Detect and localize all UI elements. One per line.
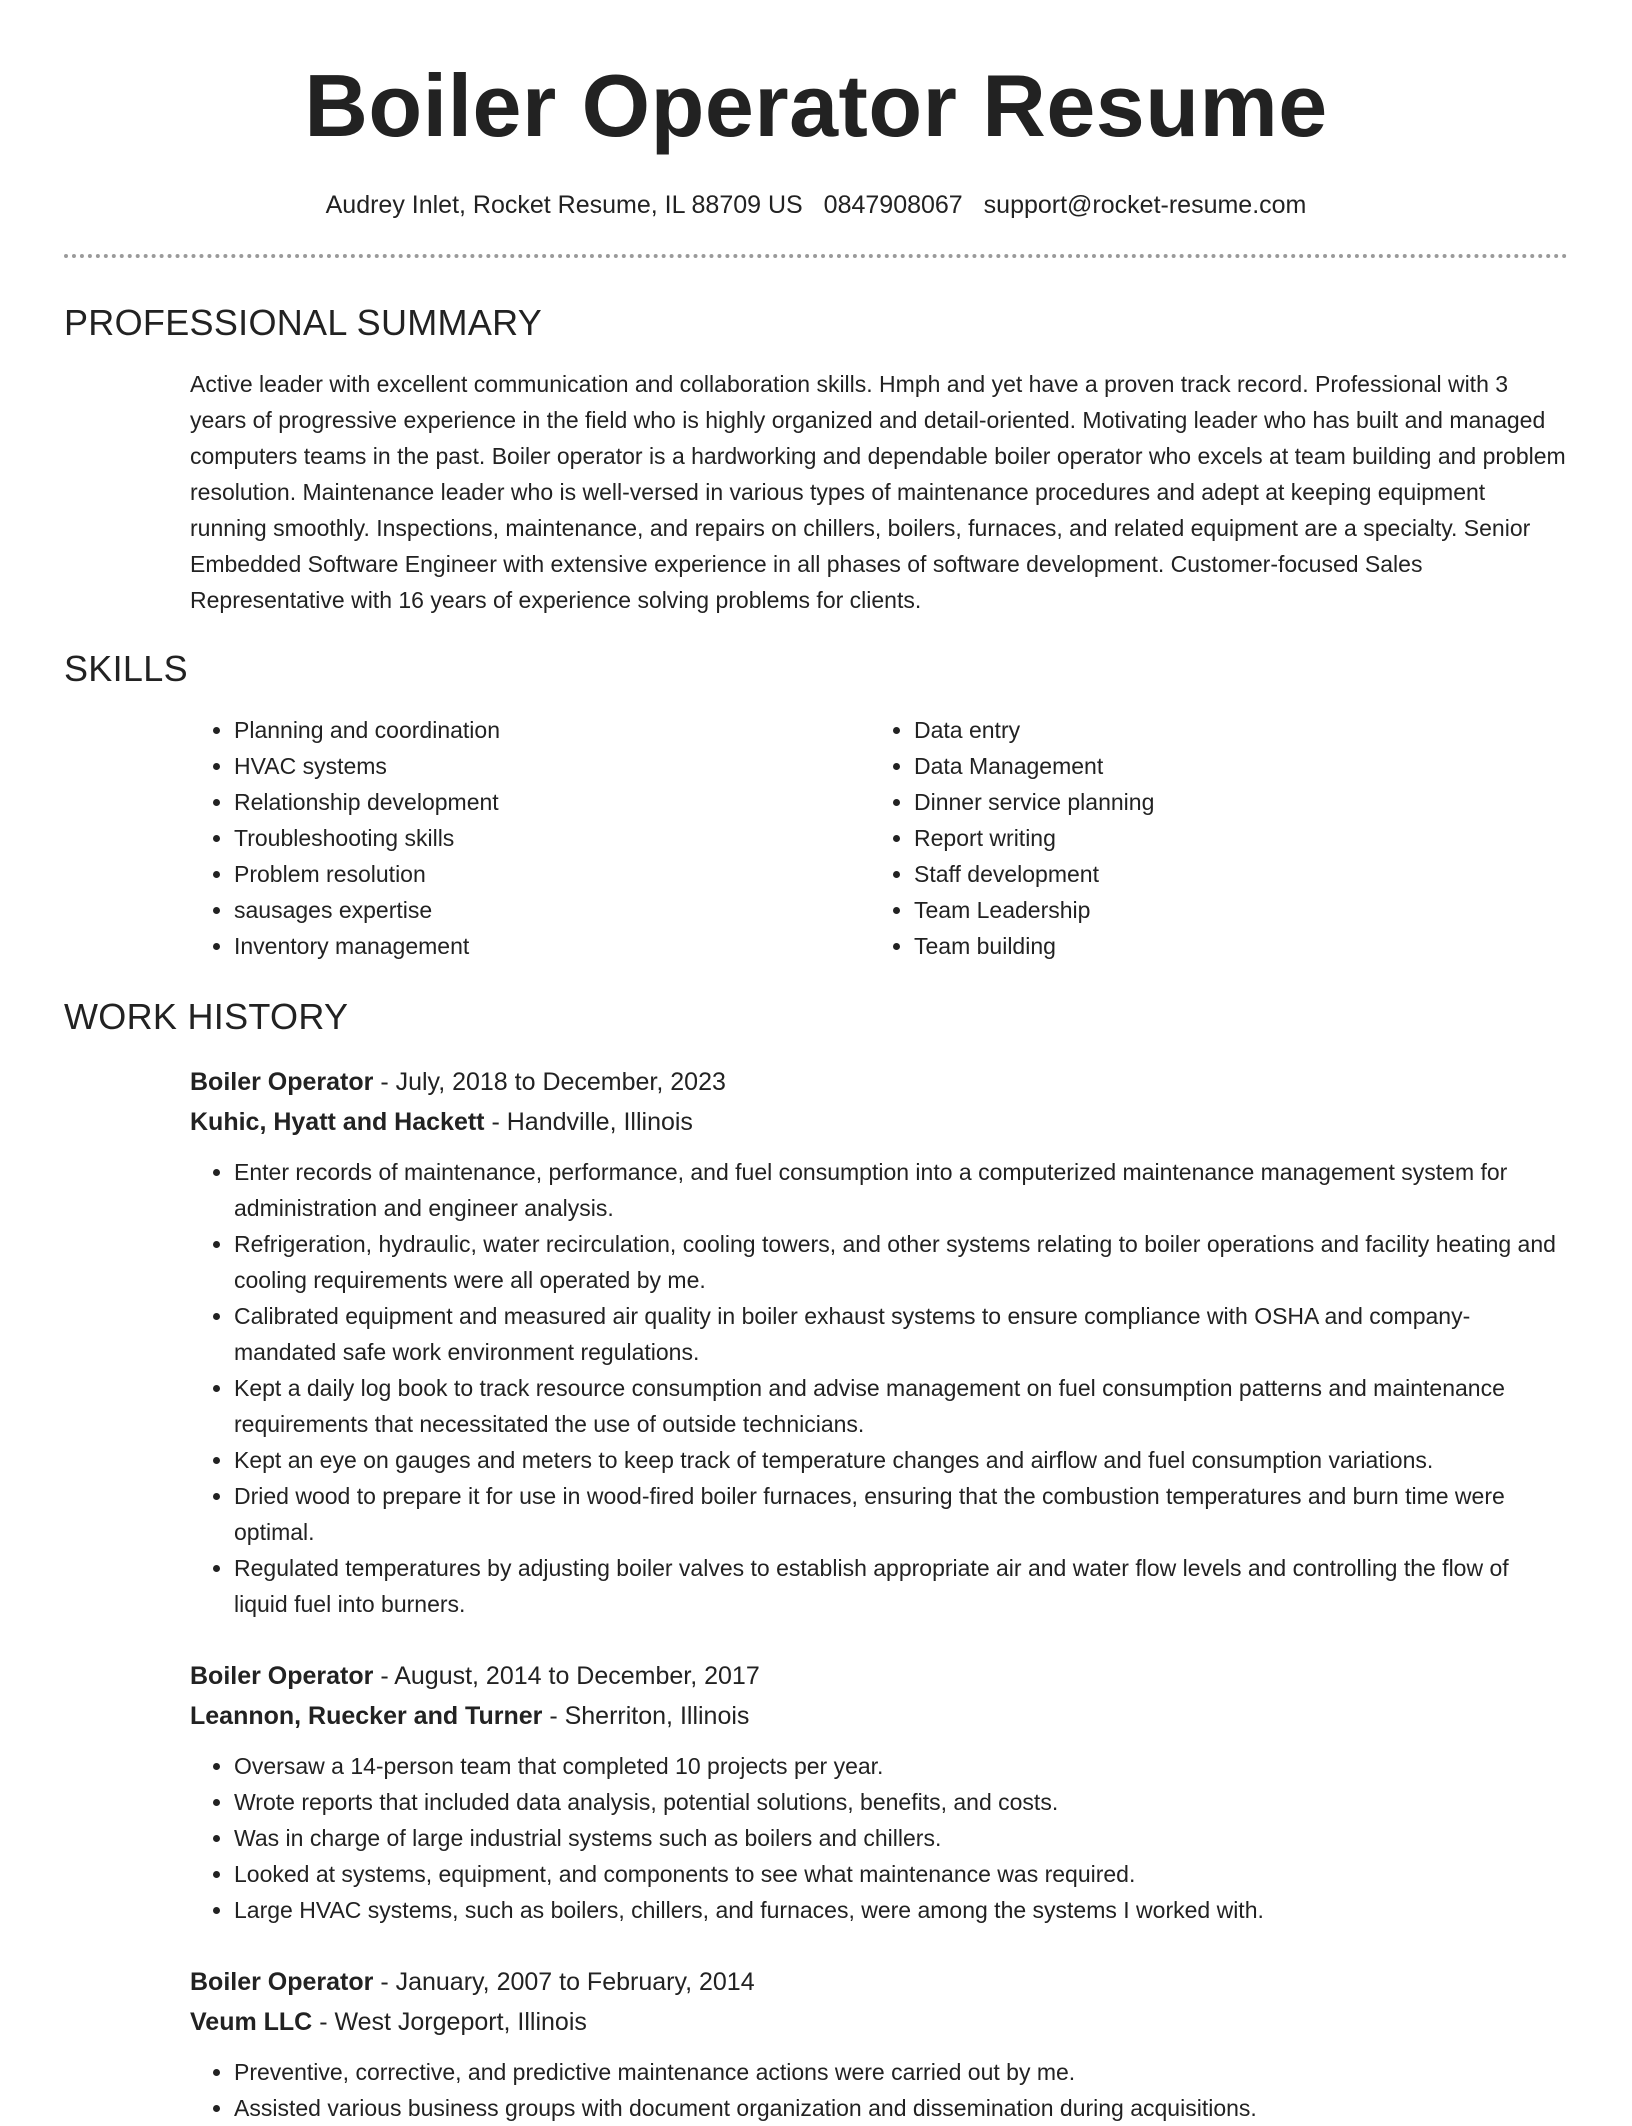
job-bullet: • Refrigeration, hydraulic, water recirculation, cooling towers, and other systems relating to boiler operations and facility heating and cooling requirements were all operated by me. (234, 1226, 1568, 1298)
skill-item: • Problem resolution (234, 856, 870, 892)
job-bullet: • Regulated temperatures by adjusting boiler valves to establish appropriate air and water flow levels and controlling the flow of liquid fuel into burners. (234, 1550, 1568, 1622)
contact-phone: 0847908067 (823, 191, 963, 219)
job-bullets (190, 2054, 1568, 2126)
skill-item: • sausages expertise (234, 892, 870, 928)
job-company: Leannon, Ruecker and Turner (190, 1702, 543, 1730)
job-title: Boiler Operator (190, 1968, 374, 1996)
job-dates: - August, 2014 to December, 2017 (373, 1662, 760, 1690)
job-title: Boiler Operator (190, 1662, 374, 1690)
job-entry (190, 1656, 1568, 1928)
skills-column-right (870, 712, 1154, 964)
job-bullet: • Preventive, corrective, and predictive maintenance actions were carried out by me. (234, 2054, 1568, 2090)
job-bullet: • Was in charge of large industrial systems such as boilers and chillers. (234, 1820, 1568, 1856)
job-bullets (190, 1748, 1568, 1928)
skill-item: • Inventory management (234, 928, 870, 964)
job-title-line (190, 1062, 1568, 1102)
skill-item: • Troubleshooting skills (234, 820, 870, 856)
job-bullets (190, 1154, 1568, 1622)
skills-heading: SKILLS (64, 648, 188, 689)
job-title: Boiler Operator (190, 1068, 374, 1096)
job-company: Veum LLC (190, 2008, 313, 2036)
skill-item: • Staff development (914, 856, 1154, 892)
work-history-heading: WORK HISTORY (64, 996, 349, 1037)
skill-item: • Team building (914, 928, 1154, 964)
job-entry (190, 1062, 1568, 1622)
job-bullet: • Kept an eye on gauges and meters to keep track of temperature changes and airflow and fuel consumption variations. (234, 1442, 1568, 1478)
job-company-line (190, 1102, 1568, 1142)
skills-column-left (190, 712, 870, 964)
skills-list (190, 712, 1568, 964)
job-company-line (190, 2002, 1568, 2042)
job-bullet: • Wrote reports that included data analysis, potential solutions, benefits, and costs. (234, 1784, 1568, 1820)
job-dates: - January, 2007 to February, 2014 (373, 1968, 755, 1996)
job-location: - Handville, Illinois (484, 1108, 693, 1136)
job-location: - West Jorgeport, Illinois (312, 2008, 587, 2036)
summary-text: Active leader with excellent communication and collaboration skills. Hmph and yet have a proven track record. Professional with 3 years of progressive experience in the field who is highly organized and detail-oriented. Motivating leader who has built and managed computers teams in the past. Boiler operator is a hardworking and dependable boiler operator who excels at team building and problem resolution. Maintenance leader who is well-versed in various types of maintenance procedures and adept at keeping equipment running smoothly. Inspections, maintenance, and repairs on chillers, boilers, furnaces, and related equipment are a specialty. Senior Embedded Software Engineer with extensive experience in all phases of software development. Customer-focused Sales Representative with 16 years of experience solving problems for clients. (190, 371, 1566, 613)
job-bullet: • Looked at systems, equipment, and components to see what maintenance was required. (234, 1856, 1568, 1892)
job-bullet: • Assisted various business groups with document organization and dissemination during acquisitions. (234, 2090, 1568, 2126)
summary-heading: PROFESSIONAL SUMMARY (64, 302, 543, 343)
contact-email: support@rocket-resume.com (983, 191, 1307, 219)
job-bullet: • Large HVAC systems, such as boilers, chillers, and furnaces, were among the systems I worked with. (234, 1892, 1568, 1928)
job-title-line (190, 1962, 1568, 2002)
skill-item: • HVAC systems (234, 748, 870, 784)
skill-item: • Relationship development (234, 784, 870, 820)
job-bullet: • Kept a daily log book to track resource consumption and advise management on fuel consumption patterns and maintenance requirements that necessitated the use of outside technicians. (234, 1370, 1568, 1442)
header-divider (64, 254, 1568, 258)
contact-address: Audrey Inlet, Rocket Resume, IL 88709 US (325, 191, 803, 219)
resume-page (64, 0, 1568, 2126)
job-location: - Sherriton, Illinois (542, 1702, 750, 1730)
skill-item: • Planning and coordination (234, 712, 870, 748)
job-entry (190, 1962, 1568, 2126)
job-dates: - July, 2018 to December, 2023 (373, 1068, 726, 1096)
skill-item: • Data entry (914, 712, 1154, 748)
job-bullet: • Calibrated equipment and measured air quality in boiler exhaust systems to ensure compliance with OSHA and company-mandated safe work environment regulations. (234, 1298, 1568, 1370)
skill-item: • Report writing (914, 820, 1154, 856)
job-title-line (190, 1656, 1568, 1696)
contact-line (64, 190, 1568, 220)
resume-title: Boiler Operator Resume (304, 56, 1328, 155)
job-bullet: • Enter records of maintenance, performance, and fuel consumption into a computerized maintenance management system for administration and engineer analysis. (234, 1154, 1568, 1226)
skill-item: • Dinner service planning (914, 784, 1154, 820)
skill-item: • Data Management (914, 748, 1154, 784)
job-bullet: • Dried wood to prepare it for use in wood-fired boiler furnaces, ensuring that the combustion temperatures and burn time were optimal. (234, 1478, 1568, 1550)
job-company: Kuhic, Hyatt and Hackett (190, 1108, 485, 1136)
skill-item: • Team Leadership (914, 892, 1154, 928)
job-bullet: • Oversaw a 14-person team that completed 10 projects per year. (234, 1748, 1568, 1784)
job-company-line (190, 1696, 1568, 1736)
